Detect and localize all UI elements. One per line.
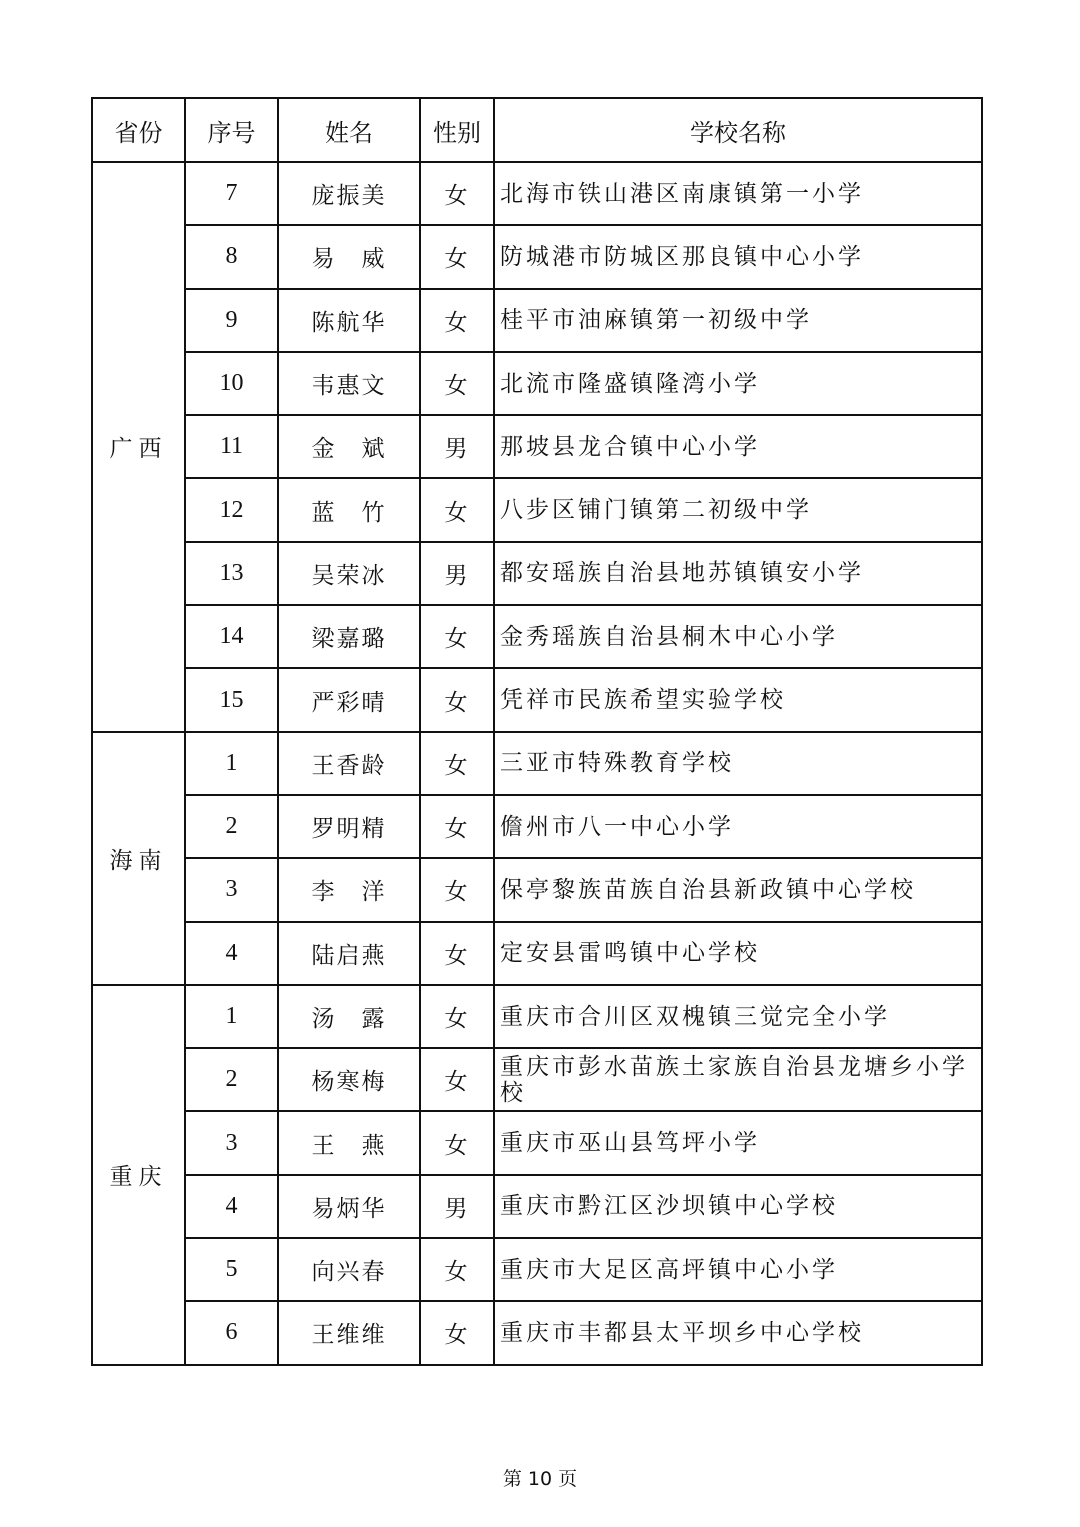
- name-cell: 陈航华: [278, 289, 420, 352]
- province-cell: 重庆: [92, 985, 185, 1365]
- school-cell: 防城港市防城区那良镇中心小学: [494, 225, 982, 288]
- school-cell: 那坡县龙合镇中心小学: [494, 415, 982, 478]
- gender-cell: 女: [420, 162, 494, 225]
- school-cell: 桂平市油麻镇第一初级中学: [494, 289, 982, 352]
- table-row: [92, 1048, 982, 1111]
- gender-cell: 女: [420, 1238, 494, 1301]
- index-cell: 1: [185, 732, 278, 795]
- table-row: [92, 542, 982, 605]
- gender-cell: 女: [420, 605, 494, 668]
- table-row: [92, 605, 982, 668]
- index-cell: 6: [185, 1301, 278, 1364]
- name-cell: 向兴春: [278, 1238, 420, 1301]
- header-name: 姓名: [278, 98, 420, 162]
- gender-cell: 女: [420, 1301, 494, 1364]
- table-row: [92, 858, 982, 921]
- school-cell: 三亚市特殊教育学校: [494, 732, 982, 795]
- index-cell: 3: [185, 858, 278, 921]
- name-cell: 汤 露: [278, 985, 420, 1048]
- table-row: [92, 922, 982, 985]
- header-school: 学校名称: [494, 98, 982, 162]
- school-cell: 金秀瑶族自治县桐木中心小学: [494, 605, 982, 668]
- gender-cell: 女: [420, 1048, 494, 1111]
- name-cell: 庞振美: [278, 162, 420, 225]
- gender-cell: 女: [420, 289, 494, 352]
- name-cell: 金 斌: [278, 415, 420, 478]
- table-row: [92, 478, 982, 541]
- name-cell: 王 燕: [278, 1111, 420, 1174]
- name-cell: 陆启燕: [278, 922, 420, 985]
- school-cell: 重庆市丰都县太平坝乡中心学校: [494, 1301, 982, 1364]
- name-cell: 易 威: [278, 225, 420, 288]
- school-cell: 八步区铺门镇第二初级中学: [494, 478, 982, 541]
- school-cell: 重庆市合川区双槐镇三觉完全小学: [494, 985, 982, 1048]
- name-cell: 韦惠文: [278, 352, 420, 415]
- teacher-list-table: [91, 97, 983, 1366]
- table-row: [92, 795, 982, 858]
- gender-cell: 女: [420, 795, 494, 858]
- school-cell: 都安瑶族自治县地苏镇镇安小学: [494, 542, 982, 605]
- index-cell: 8: [185, 225, 278, 288]
- gender-cell: 女: [420, 352, 494, 415]
- table-row: [92, 352, 982, 415]
- index-cell: 15: [185, 668, 278, 731]
- name-cell: 吴荣冰: [278, 542, 420, 605]
- index-cell: 14: [185, 605, 278, 668]
- table-row: [92, 985, 982, 1048]
- gender-cell: 女: [420, 858, 494, 921]
- school-cell: 北海市铁山港区南康镇第一小学: [494, 162, 982, 225]
- name-cell: 严彩晴: [278, 668, 420, 731]
- school-cell: 儋州市八一中心小学: [494, 795, 982, 858]
- table-row: [92, 1111, 982, 1174]
- table-row: [92, 162, 982, 225]
- table-row: [92, 1238, 982, 1301]
- index-cell: 9: [185, 289, 278, 352]
- header-province: 省份: [92, 98, 185, 162]
- index-cell: 5: [185, 1238, 278, 1301]
- school-cell: 重庆市巫山县笃坪小学: [494, 1111, 982, 1174]
- gender-cell: 男: [420, 1175, 494, 1238]
- gender-cell: 女: [420, 478, 494, 541]
- table-body: [92, 162, 982, 1365]
- index-cell: 4: [185, 922, 278, 985]
- table-row: [92, 415, 982, 478]
- header-gender: 性别: [420, 98, 494, 162]
- gender-cell: 女: [420, 225, 494, 288]
- header-index: 序号: [185, 98, 278, 162]
- name-cell: 梁嘉璐: [278, 605, 420, 668]
- index-cell: 7: [185, 162, 278, 225]
- school-cell: 重庆市大足区高坪镇中心小学: [494, 1238, 982, 1301]
- index-cell: 10: [185, 352, 278, 415]
- index-cell: 1: [185, 985, 278, 1048]
- table-row: [92, 1301, 982, 1364]
- name-cell: 罗明精: [278, 795, 420, 858]
- name-cell: 易炳华: [278, 1175, 420, 1238]
- school-cell: 重庆市黔江区沙坝镇中心学校: [494, 1175, 982, 1238]
- table-header-row: [92, 98, 982, 162]
- school-cell: 定安县雷鸣镇中心学校: [494, 922, 982, 985]
- gender-cell: 女: [420, 1111, 494, 1174]
- school-cell: 凭祥市民族希望实验学校: [494, 668, 982, 731]
- school-cell: 保亭黎族苗族自治县新政镇中心学校: [494, 858, 982, 921]
- province-cell: 海南: [92, 732, 185, 985]
- index-cell: 2: [185, 795, 278, 858]
- gender-cell: 男: [420, 415, 494, 478]
- name-cell: 王维维: [278, 1301, 420, 1364]
- province-cell: 广西: [92, 162, 185, 732]
- school-cell: 北流市隆盛镇隆湾小学: [494, 352, 982, 415]
- index-cell: 2: [185, 1048, 278, 1111]
- index-cell: 11: [185, 415, 278, 478]
- gender-cell: 女: [420, 732, 494, 795]
- index-cell: 13: [185, 542, 278, 605]
- table-row: [92, 1175, 982, 1238]
- name-cell: 蓝 竹: [278, 478, 420, 541]
- name-cell: 李 洋: [278, 858, 420, 921]
- table-row: [92, 732, 982, 795]
- index-cell: 12: [185, 478, 278, 541]
- table-row: [92, 668, 982, 731]
- table-row: [92, 225, 982, 288]
- page-number: 第 10 页: [502, 1468, 578, 1490]
- gender-cell: 女: [420, 668, 494, 731]
- index-cell: 3: [185, 1111, 278, 1174]
- school-cell: 重庆市彭水苗族土家族自治县龙塘乡小学校: [494, 1048, 982, 1111]
- name-cell: 王香龄: [278, 732, 420, 795]
- gender-cell: 男: [420, 542, 494, 605]
- name-cell: 杨寒梅: [278, 1048, 420, 1111]
- index-cell: 4: [185, 1175, 278, 1238]
- gender-cell: 女: [420, 922, 494, 985]
- gender-cell: 女: [420, 985, 494, 1048]
- table-row: [92, 289, 982, 352]
